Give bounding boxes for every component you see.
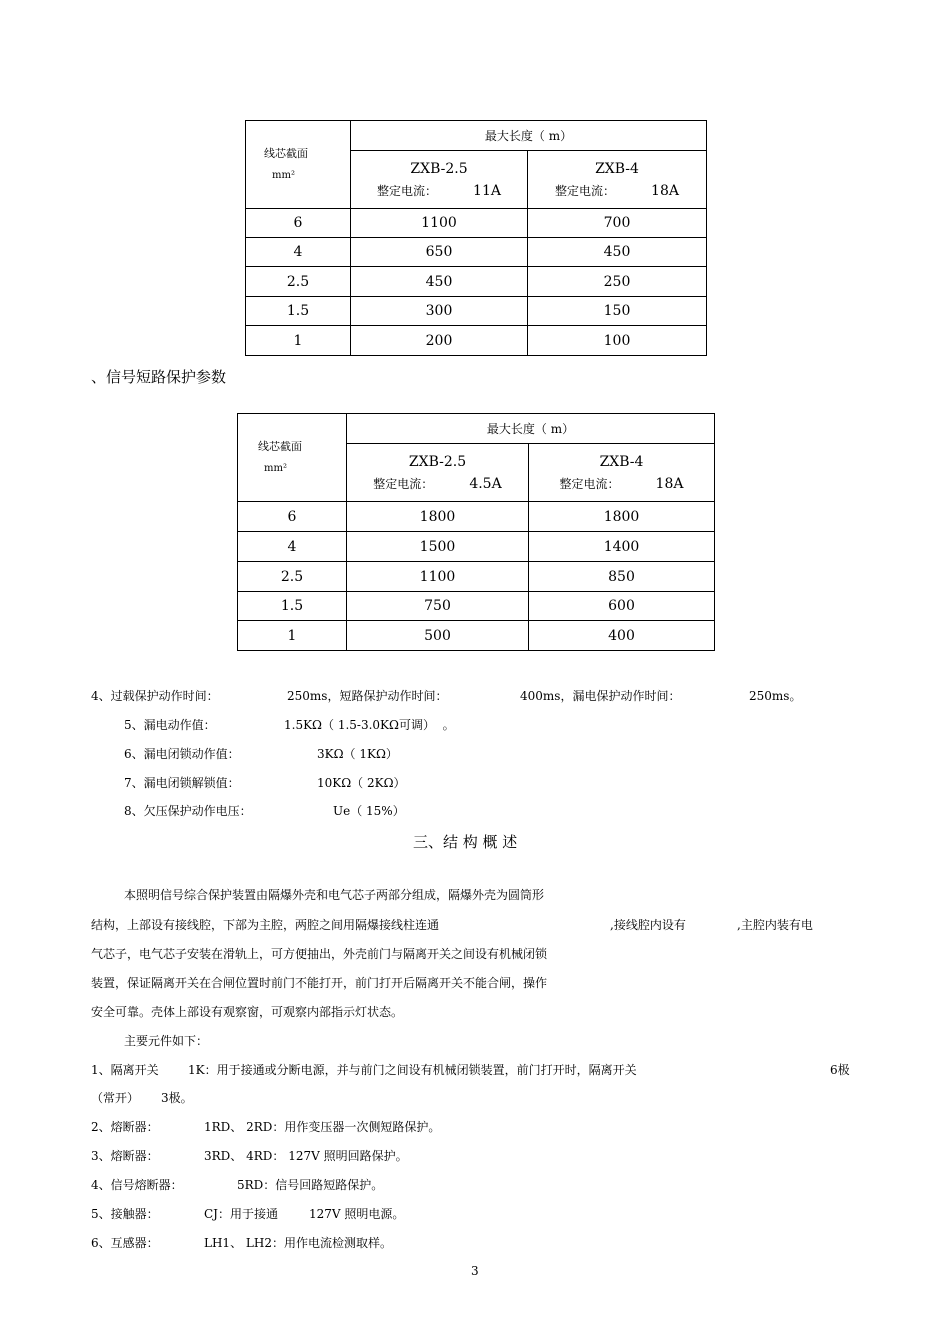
body-line-2c: ,主腔内装有电 xyxy=(737,918,813,932)
component-6-label: 6、互感器： xyxy=(91,1236,159,1250)
component-4-desc: 5RD：信号回路短路保护。 xyxy=(237,1178,384,1192)
section-header-label: 线芯截面 xyxy=(264,146,308,160)
col2-model: ZXB-4 xyxy=(599,453,644,470)
cell-value: 300 xyxy=(351,297,528,326)
component-2-label: 2、熔断器： xyxy=(91,1120,159,1134)
table-row xyxy=(246,238,707,267)
component-3-label: 3、熔断器： xyxy=(91,1149,159,1163)
param-4-leak: 250ms。 xyxy=(749,689,802,703)
cell-section: 1 xyxy=(238,621,347,651)
table-row xyxy=(238,592,715,621)
section-header-cell xyxy=(238,414,347,502)
cell-section: 6 xyxy=(246,209,351,238)
cell-value: 600 xyxy=(529,592,715,621)
cell-section: 6 xyxy=(238,502,347,532)
cell-value: 150 xyxy=(528,297,707,326)
col1-current-label: 整定电流： xyxy=(377,183,438,198)
param-4-label: 4、过载保护动作时间： xyxy=(91,689,219,703)
cell-section: 1 xyxy=(246,326,351,356)
component-1-cont: （常开） xyxy=(91,1091,140,1105)
cell-value: 850 xyxy=(529,562,715,592)
cell-value: 1100 xyxy=(351,209,528,238)
cell-value: 200 xyxy=(351,326,528,356)
component-5-desc: CJ：用于接通 xyxy=(204,1207,278,1221)
col1-model: ZXB-2.5 xyxy=(408,453,467,470)
body-line-2a: 结构，上部设有接线腔，下部为主腔，两腔之间用隔爆接线柱连通 xyxy=(91,918,440,932)
table-row xyxy=(246,267,707,297)
cell-value: 1800 xyxy=(529,502,715,532)
param-8-value: Ue（ 15%） xyxy=(333,804,405,818)
body-line-2b: ,接线腔内设有 xyxy=(610,918,686,932)
col1-model: ZXB-2.5 xyxy=(410,160,468,177)
col2-model: ZXB-4 xyxy=(595,160,639,177)
table-row xyxy=(238,562,715,592)
component-6-desc: LH1、 LH2：用作电流检测取样。 xyxy=(204,1236,392,1250)
cell-value: 1800 xyxy=(347,502,529,532)
table-row xyxy=(246,326,707,356)
table-row xyxy=(246,209,707,238)
section-heading: 、信号短路保护参数 xyxy=(91,368,227,386)
component-2-desc: 1RD、 2RD：用作变压器一次侧短路保护。 xyxy=(204,1120,441,1134)
component-3-desc: 3RD、 4RD： 127V 照明回路保护。 xyxy=(204,1149,408,1163)
col2-current-label: 整定电流： xyxy=(555,183,616,198)
cell-section: 2.5 xyxy=(238,562,347,592)
cell-section: 4 xyxy=(246,238,351,267)
body-line-6: 主要元件如下： xyxy=(124,1034,209,1048)
component-5-desc2: 127V 照明电源。 xyxy=(309,1207,405,1221)
cell-section: 1.5 xyxy=(246,297,351,326)
col2-header xyxy=(529,444,715,502)
component-1-poles: 6极 xyxy=(830,1063,850,1077)
cell-value: 100 xyxy=(528,326,707,356)
cell-value: 650 xyxy=(351,238,528,267)
cell-value: 500 xyxy=(347,621,529,651)
chapter-title: 三、结 构 概 述 xyxy=(413,833,518,851)
component-1-desc: 1K：用于接通或分断电源，并与前门之间设有机械闭锁装置，前门打开时，隔离开关 xyxy=(188,1063,637,1077)
param-8-label: 8、欠压保护动作电压： xyxy=(124,804,252,818)
body-line-3: 气芯子，电气芯子安装在滑轨上，可方便抽出，外壳前门与隔离开关之间设有机械闭锁 xyxy=(91,947,548,961)
cell-section: 4 xyxy=(238,532,347,562)
col1-header xyxy=(351,151,528,209)
param-5-label: 5、漏电动作值： xyxy=(124,718,216,732)
col2-current-value: 18A xyxy=(655,475,684,492)
group-header: 最大长度（ m） xyxy=(351,121,707,151)
component-1-label: 1、隔离开关 xyxy=(91,1063,159,1077)
length-table-signal xyxy=(237,413,715,651)
section-header-cell xyxy=(246,121,351,209)
cell-section: 1.5 xyxy=(238,592,347,621)
param-7-value: 10KΩ（ 2KΩ） xyxy=(317,776,406,790)
param-6-value: 3KΩ（ 1KΩ） xyxy=(317,747,398,761)
cell-value: 450 xyxy=(351,267,528,297)
component-1-cont2: 3极。 xyxy=(161,1091,193,1105)
length-table-lighting xyxy=(245,120,707,356)
col2-current-value: 18A xyxy=(651,182,679,199)
cell-value: 700 xyxy=(528,209,707,238)
cell-value: 450 xyxy=(528,238,707,267)
col2-current-label: 整定电流： xyxy=(559,476,620,491)
param-4-overload: 250ms，短路保护动作时间： xyxy=(287,689,448,703)
component-5-label: 5、接触器： xyxy=(91,1207,159,1221)
section-header-label: 线芯截面 xyxy=(258,439,302,453)
section-header-unit: mm² xyxy=(272,169,295,181)
body-line-5: 安全可靠。壳体上部设有观察窗，可观察内部指示灯状态。 xyxy=(91,1005,404,1019)
group-header: 最大长度（ m） xyxy=(347,414,715,444)
param-5-value: 1.5KΩ（ 1.5-3.0KΩ可调） 。 xyxy=(284,718,455,732)
cell-value: 250 xyxy=(528,267,707,297)
cell-value: 750 xyxy=(347,592,529,621)
cell-value: 400 xyxy=(529,621,715,651)
table-row xyxy=(238,532,715,562)
param-6-label: 6、漏电闭锁动作值： xyxy=(124,747,240,761)
cell-section: 2.5 xyxy=(246,267,351,297)
param-4-short: 400ms，漏电保护动作时间： xyxy=(520,689,681,703)
body-line-1: 本照明信号综合保护装置由隔爆外壳和电气芯子两部分组成，隔爆外壳为圆筒形 xyxy=(124,888,545,902)
col2-header xyxy=(528,151,707,209)
col1-header xyxy=(347,444,529,502)
cell-value: 1100 xyxy=(347,562,529,592)
component-4-label: 4、信号熔断器： xyxy=(91,1178,183,1192)
col1-current-value: 11A xyxy=(473,182,501,199)
cell-value: 1500 xyxy=(347,532,529,562)
table-row xyxy=(246,297,707,326)
param-7-label: 7、漏电闭锁解锁值： xyxy=(124,776,240,790)
col1-current-label: 整定电流： xyxy=(373,476,434,491)
cell-value: 1400 xyxy=(529,532,715,562)
col1-current-value: 4.5A xyxy=(469,475,502,492)
table-row xyxy=(238,502,715,532)
table-row xyxy=(238,621,715,651)
body-line-4: 装置，保证隔离开关在合闸位置时前门不能打开，前门打开后隔离开关不能合闸，操作 xyxy=(91,976,548,990)
section-header-unit: mm² xyxy=(264,462,287,474)
page-number: 3 xyxy=(471,1264,479,1278)
